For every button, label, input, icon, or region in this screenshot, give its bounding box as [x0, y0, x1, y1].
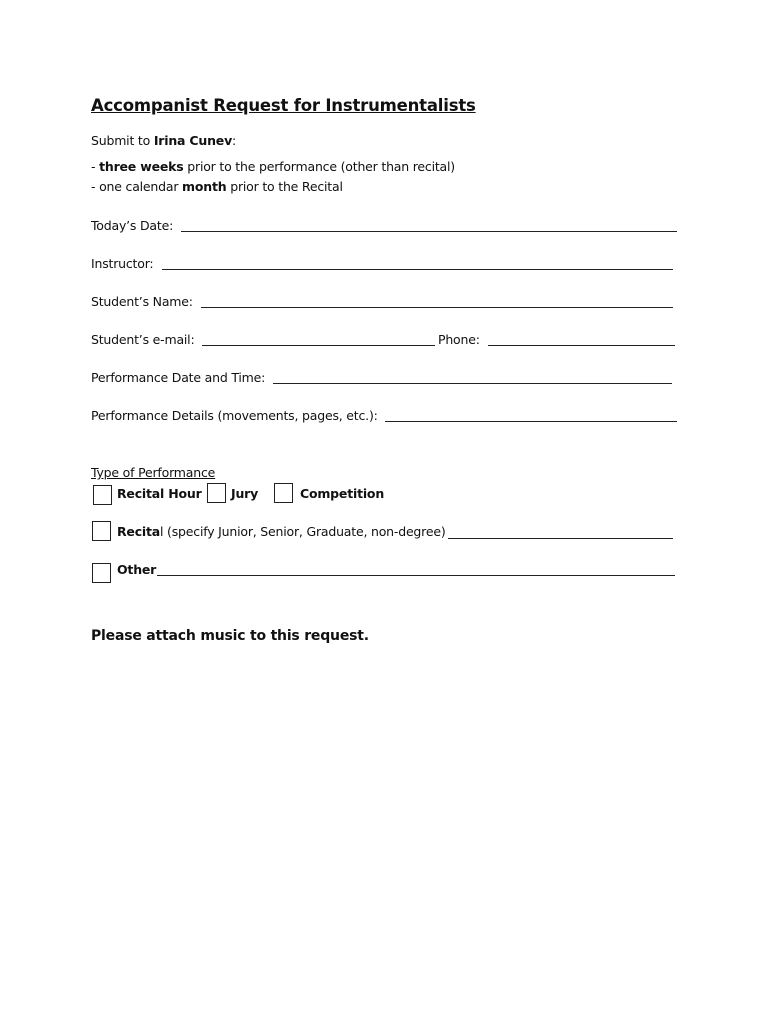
- attach-music-note: Please attach music to this request.: [91, 628, 369, 644]
- form-title: Accompanist Request for Instrumentalists: [91, 96, 476, 115]
- other-label: Other: [117, 562, 157, 577]
- todays-date-field[interactable]: [181, 231, 677, 232]
- jury-checkbox[interactable]: [207, 483, 226, 503]
- submit-name: Irina Cunev: [153, 133, 233, 148]
- jury-label: Jury: [231, 486, 259, 501]
- deadline-emphasis: three weeks: [99, 159, 184, 174]
- deadline-text: prior to the Recital: [226, 179, 343, 194]
- performance-details-label: Performance Details (movements, pages, etc.):: [91, 408, 378, 423]
- deadline-text: prior to the performance (other than recital): [183, 159, 455, 174]
- other-specify-field[interactable]: [157, 575, 675, 576]
- competition-label: Competition: [300, 486, 385, 501]
- performance-date-time-field[interactable]: [273, 383, 672, 384]
- todays-date-label: Today’s Date:: [91, 218, 174, 233]
- instructor-label: Instructor:: [91, 256, 154, 271]
- phone-label: Phone:: [438, 332, 480, 347]
- deadline-line-2: [91, 179, 343, 194]
- deadline-dash: - one calendar: [91, 179, 183, 194]
- recital-hour-label: Recital Hour: [117, 486, 202, 501]
- deadline-emphasis: month: [182, 179, 227, 194]
- recital-label-detail: l (specify Junior, Senior, Graduate, non-degree): [160, 524, 446, 539]
- recital-label-bold: Recita: [117, 524, 161, 539]
- performance-date-time-label: Performance Date and Time:: [91, 370, 266, 385]
- recital-hour-checkbox[interactable]: [93, 485, 112, 505]
- performance-type-heading: Type of Performance: [91, 465, 216, 480]
- recital-checkbox[interactable]: [92, 521, 111, 541]
- submit-suffix: :: [232, 133, 237, 148]
- student-name-label: Student’s Name:: [91, 294, 193, 309]
- other-checkbox[interactable]: [92, 563, 111, 583]
- submit-prefix: Submit to: [91, 133, 154, 148]
- submit-line: [91, 133, 236, 148]
- performance-details-field[interactable]: [385, 421, 677, 422]
- phone-field[interactable]: [488, 345, 675, 346]
- deadline-line-1: [91, 159, 455, 174]
- student-email-label: Student’s e-mail:: [91, 332, 195, 347]
- student-name-field[interactable]: [201, 307, 673, 308]
- recital-label: [117, 524, 446, 539]
- recital-specify-field[interactable]: [448, 538, 673, 539]
- instructor-field[interactable]: [162, 269, 673, 270]
- deadline-dash: -: [91, 159, 100, 174]
- student-email-field[interactable]: [202, 345, 435, 346]
- competition-checkbox[interactable]: [274, 483, 293, 503]
